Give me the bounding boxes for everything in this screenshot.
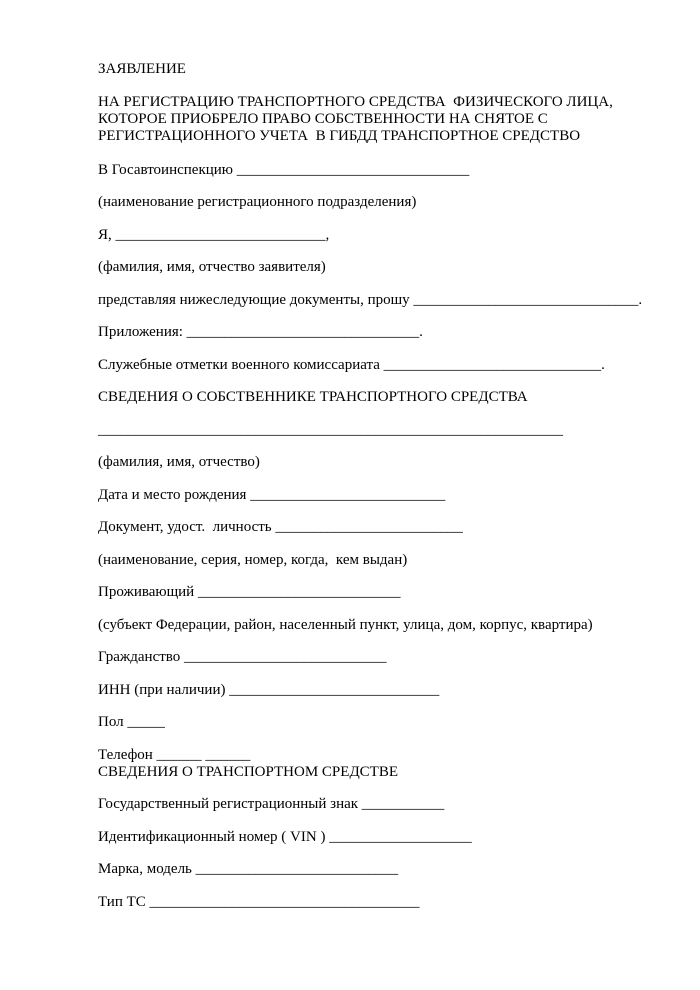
field-request: представляя нижеследующие документы, прошу ______________________________. — [98, 291, 643, 308]
field-inn: ИНН (при наличии) ____________________________ — [98, 681, 440, 698]
field-vin: Идентификационный номер ( VIN ) ___________________ — [98, 828, 472, 845]
field-residence: Проживающий ___________________________ — [98, 584, 401, 600]
caption-registration-unit: (наименование регистрационного подразделения) — [98, 194, 417, 210]
document-subtitle: НА РЕГИСТРАЦИЮ ТРАНСПОРТНОГО СРЕДСТВА ФИЗИЧЕСКОГО ЛИЦА, КОТОРОЕ ПРИОБРЕЛО ПРАВО СОБСТВЕННОСТИ НА СНЯТОЕ С РЕГИСТРАЦИОННОГО УЧЕТА В ГИБДД ТРАНСПОРТНОЕ СРЕДСТВО — [98, 93, 613, 144]
field-birth-date-place: Дата и место рождения __________________________ — [98, 486, 446, 503]
field-military-commissariat-notes: Служебные отметки военного комиссариата _____________________________. — [98, 356, 605, 373]
field-make-model: Марка, модель ___________________________ — [98, 861, 399, 877]
field-citizenship: Гражданство ___________________________ — [98, 649, 387, 665]
field-applicant: Я, ____________________________, — [98, 226, 330, 243]
caption-owner-name: (фамилия, имя, отчество) — [98, 454, 260, 470]
heading-vehicle-info: СВЕДЕНИЯ О ТРАНСПОРТНОМ СРЕДСТВЕ — [98, 763, 399, 780]
caption-applicant-name: (фамилия, имя, отчество заявителя) — [98, 259, 326, 275]
document-title: ЗАЯВЛЕНИЕ — [98, 61, 186, 77]
field-identity-document: Документ, удост. личность _________________________ — [98, 519, 463, 535]
field-attachments: Приложения: _______________________________. — [98, 324, 423, 340]
field-vehicle-type: Тип ТС ____________________________________ — [98, 893, 420, 910]
heading-owner-info: СВЕДЕНИЯ О СОБСТВЕННИКЕ ТРАНСПОРТНОГО СРЕДСТВА — [98, 389, 528, 405]
field-registration-plate: Государственный регистрационный знак ___________ — [98, 796, 445, 812]
field-gender: Пол _____ — [98, 714, 165, 730]
field-phone: Телефон ______ ______ — [98, 746, 251, 763]
caption-residence: (субъект Федерации, район, населенный пункт, улица, дом, корпус, квартира) — [98, 616, 593, 633]
caption-identity-document: (наименование, серия, номер, когда, кем выдан) — [98, 551, 408, 568]
document-body — [98, 162, 660, 911]
field-owner-name-blank: ______________________________________________________________ — [98, 421, 563, 438]
field-registration-office: В Госавтоинспекцию _______________________________ — [98, 161, 470, 178]
